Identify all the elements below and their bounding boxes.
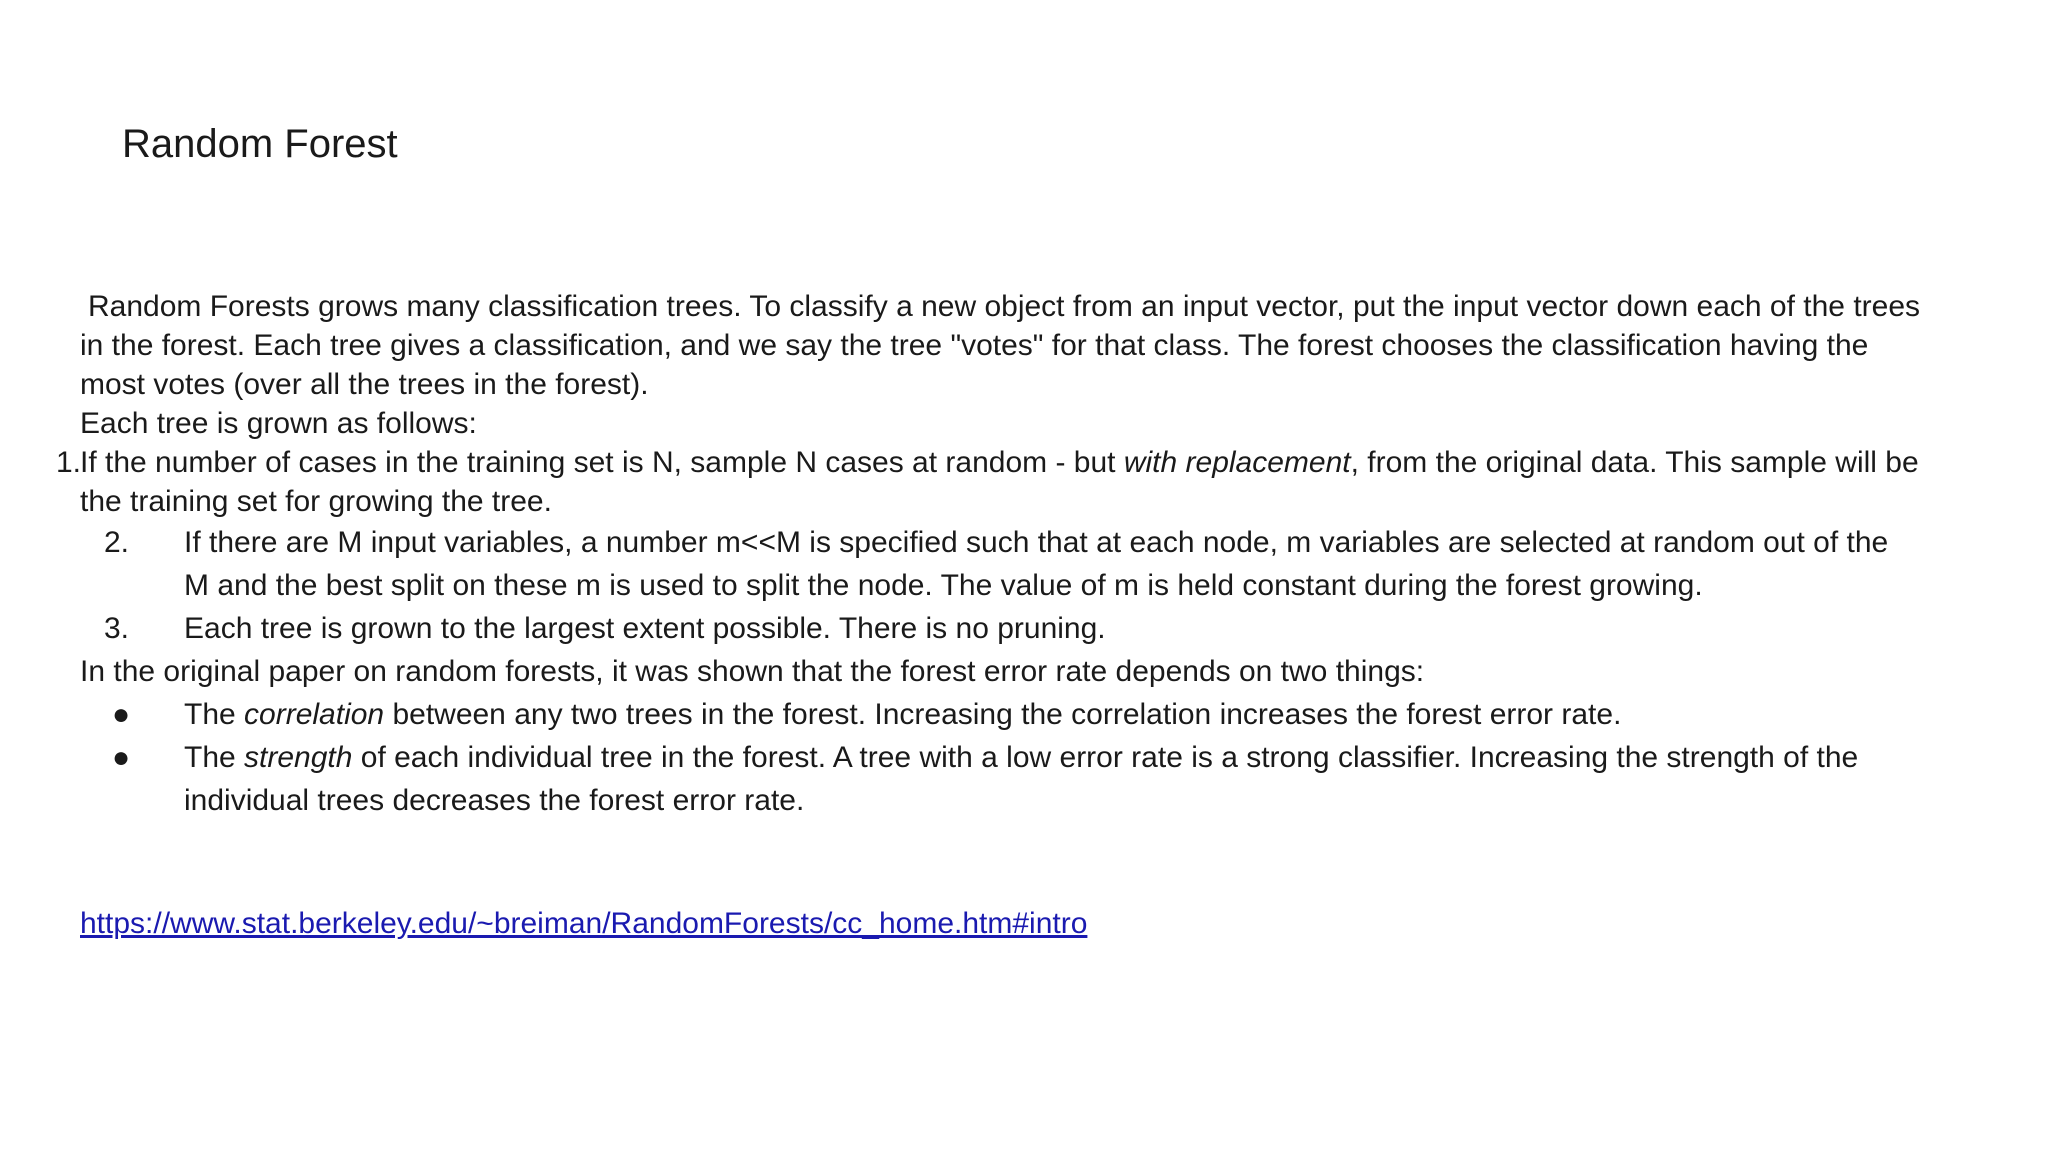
step-1-text-before: If the number of cases in the training set is N, sample N cases at random - but <box>80 446 1124 479</box>
bullet-2-emphasis: strength <box>244 741 353 774</box>
bullet-1-text-before: The <box>184 698 245 731</box>
intro-paragraph: Random Forests grows many classification trees. To classify a new object from an input vector, put the input vector down each of the trees in the forest. Each tree gives a classification, and we say the tree "votes" for that class. The forest chooses the classification having the most votes (over all the trees in the forest). <box>80 290 1921 401</box>
bullet-1-emphasis: correlation <box>244 698 385 731</box>
step-2-text: If there are M input variables, a number m<<M is specified such that at each node, m variables are selected at random out of the M and the best split on these m is used to split the node. The value of m is held constant during the forest growing. <box>184 526 1889 602</box>
step-1-text-after: , from the original data. This sample will be the training set for growing the tree. <box>80 446 1919 518</box>
source-link[interactable]: https://www.stat.berkeley.edu/~breiman/RandomForests/cc_home.htm#intro <box>80 907 1088 940</box>
step-item-2 <box>80 521 1920 607</box>
bullet-item-2 <box>80 736 1920 822</box>
step-1-emphasis: with replacement <box>1123 446 1351 479</box>
bullet-item-1 <box>80 693 1920 736</box>
bullet-2-text-after: of each individual tree in the forest. A tree with a low error rate is a strong classifier. Increasing the strength of the individual trees decreases the forest error rate. <box>184 741 1859 817</box>
bullet-marker-2: ● <box>112 741 131 774</box>
slide-body <box>56 287 1921 822</box>
grown-intro: Each tree is grown as follows: <box>80 407 477 440</box>
step-number-3: 3. <box>104 612 130 645</box>
step-3-text: Each tree is grown to the largest extent possible. There is no pruning. <box>184 612 1106 645</box>
slide-title: Random Forest <box>122 122 398 166</box>
step-item-1 <box>56 443 1920 521</box>
step-item-3 <box>80 607 1920 650</box>
bullet-marker-1: ● <box>112 698 131 731</box>
bullet-2-text-before: The <box>184 741 245 774</box>
error-intro: In the original paper on random forests, it was shown that the forest error rate depends on two things: <box>80 655 1425 688</box>
bullet-1-text-after: between any two trees in the forest. Increasing the correlation increases the forest error rate. <box>384 698 1622 731</box>
step-number-2: 2. <box>104 526 130 559</box>
step-number-1: 1. <box>56 446 82 479</box>
